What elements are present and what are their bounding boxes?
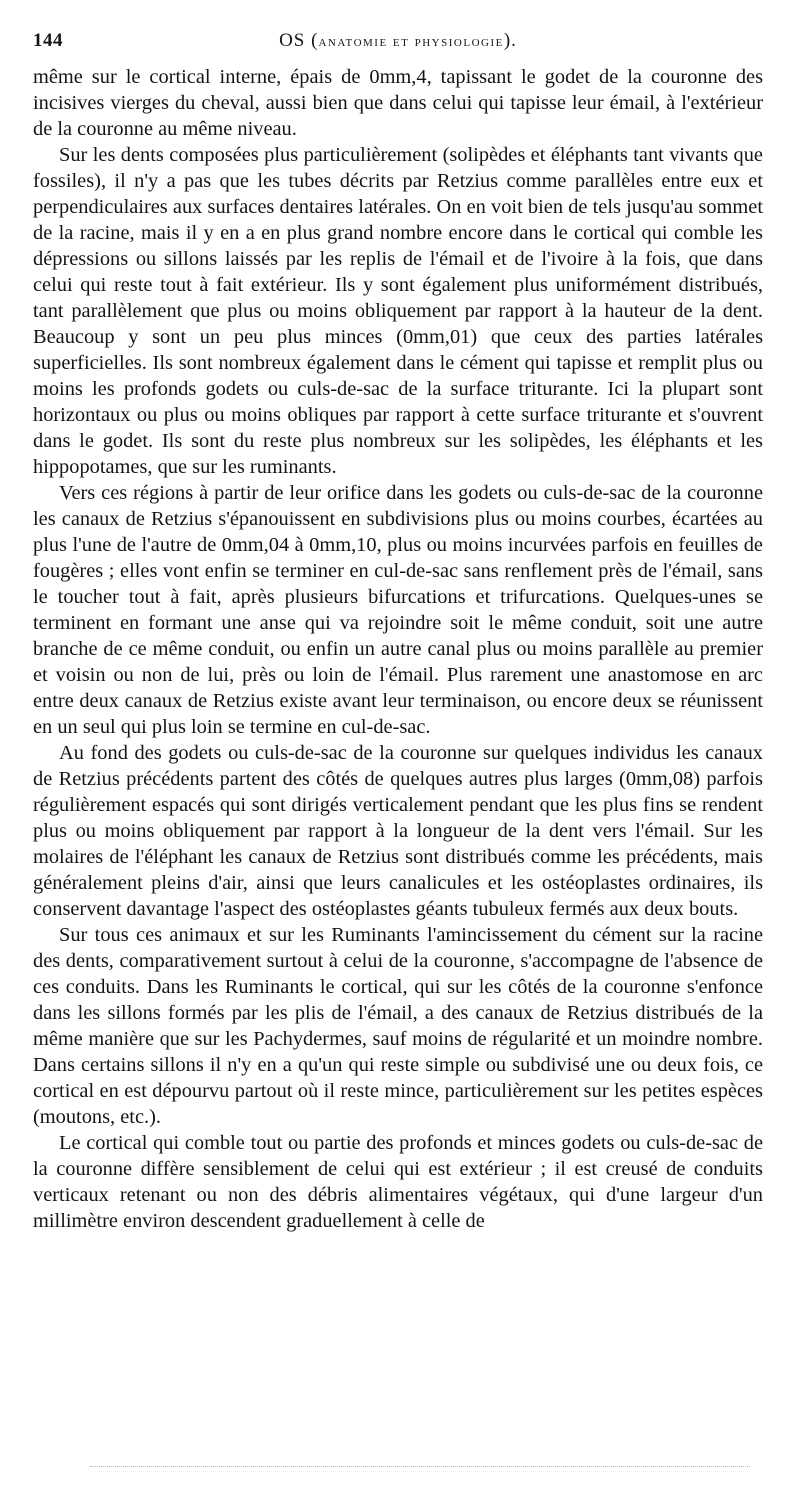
paragraph-retzius-canals: Vers ces régions à partir de leur orifice dans les godets ou culs-de-sac de la couronne les canaux de Retzius s'épanouissent en subdivisions plus ou moins courbes, écartées au plus l'une de l'autre de 0mm,04 à 0mm,10, plus ou moins incurvées parfois en feuilles de fougères ; elles vont enfin se terminer en cul-de-sac sans renflement près de l'émail, sans le toucher tout à fait, après plusieurs bifurcations et trifurcations. Quelques-unes se terminent en formant une anse qui va rejoindre soit le même conduit, soit une autre branche de ce même conduit, ou enfin un autre canal plus ou moins parallèle au premier et voisin ou non de lui, près ou loin de l'émail. Plus rarement une anastomose en arc entre deux canaux de Retzius existe avant leur terminaison, ou encore deux se réunissent en un seul qui plus loin se termine en cul-de-sac.: [33, 482, 763, 738]
paragraph-composite-teeth: Sur les dents composées plus particulièrement (solipèdes et éléphants tant vivants que fossiles), il n'y a pas que les tubes décrits par Retzius comme parallèles entre eux et perpendiculaires aux surfaces dentaires latérales. On en voit bien de tels jusqu'au sommet de la racine, mais il y en a en plus grand nombre encore dans le cortical qui comble les dépressions ou sillons laissés par les replis de l'émail et de l'ivoire à la fois, que dans celui qui reste tout à fait extérieur. Ils y sont également plus uniformément distribués, tant parallèlement que plus ou moins obliquement par rapport à la hauteur de la dent. Beaucoup y sont un peu plus minces (0mm,01) que ceux des parties latérales superficielles. Ils sont nombreux également dans le cément qui tapisse et remplit plus ou moins les profonds godets ou culs-de-sac de la surface triturante. Ici la plupart sont horizontaux ou plus ou moins obliques par rapport à cette surface triturante et s'ouvrent dans le godet. Ils sont du reste plus nombreux sur les solipèdes, les éléphants et les hippopotames, que sur les ruminants.: [33, 144, 763, 478]
paragraph-cortical-godets: Le cortical qui comble tout ou partie des profonds et minces godets ou culs-de-sac de la couronne diffère sensiblement de celui qui est extérieur ; il est creusé de conduits verticaux retenant ou non des débris alimentaires végétaux, qui d'une largeur d'un millimètre environ descendent graduellement à celle de: [33, 1132, 763, 1232]
scan-noise-line: [90, 1466, 750, 1467]
running-head: [33, 30, 763, 60]
running-title-prefix: OS (: [279, 30, 319, 51]
paragraph-ruminants: Sur tous ces animaux et sur les Ruminants l'amincissement du cément sur la racine des dents, comparativement surtout à celui de la couronne, s'accompagne de l'absence de ces conduits. Dans les Ruminants le cortical, qui sur les côtés de la couronne s'enfonce dans les sillons formés par les plis de l'émail, a des canaux de Retzius distribués de la même manière que sur les Pachydermes, sauf moins de régularité et un moindre nombre. Dans certains sillons il n'y en a qu'un qui reste simple ou subdivisé une ou deux fois, ce cortical en est dépourvu partout où il reste mince, particulièrement sur les petites espèces (moutons, etc.).: [33, 924, 763, 1128]
body-text: [33, 64, 763, 1234]
running-title: [33, 30, 763, 52]
book-page: [33, 30, 763, 1234]
paragraph-continuation: même sur le cortical interne, épais de 0mm,4, tapissant le godet de la couronne des incisives vierges du cheval, aussi bien que dans celui qui tapisse leur émail, à l'extérieur de la couronne au même niveau.: [33, 66, 763, 140]
running-title-suffix: ).: [503, 30, 517, 51]
page-number: 144: [33, 30, 63, 51]
running-title-smallcaps: anatomie et physiologie: [318, 34, 504, 50]
paragraph-godets-bottom: Au fond des godets ou culs-de-sac de la couronne sur quelques individus les canaux de Retzius précédents partent des côtés de quelques autres plus larges (0mm,08) parfois régulièrement espacés qui sont dirigés verticalement pendant que les plus fins se rendent plus ou moins obliquement par rapport à la longueur de la dent vers l'émail. Sur les molaires de l'éléphant les canaux de Retzius sont distribués comme les précédents, mais généralement pleins d'air, ainsi que leurs canalicules et les ostéoplastes ordinaires, ils conservent davantage l'aspect des ostéoplastes géants tubuleux fermés aux deux bouts.: [33, 742, 763, 920]
